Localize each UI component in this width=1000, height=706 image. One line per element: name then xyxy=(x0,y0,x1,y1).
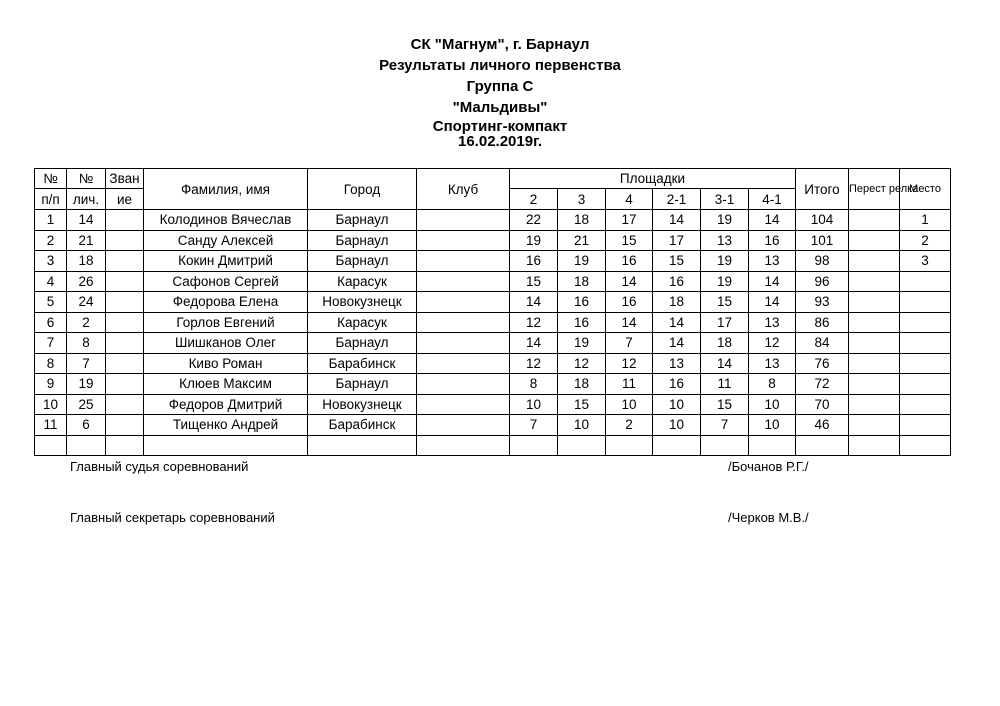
participant-name: Федорова Елена xyxy=(144,292,308,313)
total-score: 46 xyxy=(796,415,849,436)
row-number: 9 xyxy=(35,374,67,395)
station-score: 16 xyxy=(749,230,796,251)
header-license: № xyxy=(67,169,106,189)
station-score: 15 xyxy=(701,292,749,313)
total-score: 72 xyxy=(796,374,849,395)
station-score: 15 xyxy=(558,394,606,415)
license-number: 26 xyxy=(67,271,106,292)
station-score: 15 xyxy=(606,230,653,251)
station-score: 15 xyxy=(653,251,701,272)
participant-name: Клюев Максим xyxy=(144,374,308,395)
header-club: Клуб xyxy=(417,169,510,210)
header-name: Фамилия, имя xyxy=(144,169,308,210)
station-score: 13 xyxy=(749,353,796,374)
station-score: 19 xyxy=(701,271,749,292)
station-score: 10 xyxy=(606,394,653,415)
total-score: 84 xyxy=(796,333,849,354)
participant-name: Тищенко Андрей xyxy=(144,415,308,436)
header-station: 2 xyxy=(510,189,558,210)
date-title: 16.02.2019г. xyxy=(458,133,542,150)
station-score: 15 xyxy=(701,394,749,415)
place: 3 xyxy=(900,251,951,272)
doc-title: Результаты личного первенства xyxy=(379,57,621,74)
row-number xyxy=(35,435,67,456)
license-number xyxy=(67,435,106,456)
row-number: 1 xyxy=(35,210,67,231)
station-score: 16 xyxy=(606,251,653,272)
station-score: 17 xyxy=(606,210,653,231)
header-station: 4-1 xyxy=(749,189,796,210)
rank xyxy=(106,394,144,415)
results-body xyxy=(35,210,951,456)
station-score: 16 xyxy=(606,292,653,313)
station-score: 13 xyxy=(749,251,796,272)
station-score: 19 xyxy=(701,210,749,231)
club xyxy=(417,230,510,251)
shootoff xyxy=(849,210,900,231)
station-score: 18 xyxy=(701,333,749,354)
total-score: 70 xyxy=(796,394,849,415)
club xyxy=(417,435,510,456)
rank xyxy=(106,374,144,395)
participant-name: Сафонов Сергей xyxy=(144,271,308,292)
club xyxy=(417,292,510,313)
judge-label: Главный судья соревнований xyxy=(70,459,249,474)
total-score: 96 xyxy=(796,271,849,292)
place xyxy=(900,374,951,395)
participant-name: Федоров Дмитрий xyxy=(144,394,308,415)
shootoff xyxy=(849,292,900,313)
station-score: 17 xyxy=(653,230,701,251)
row-number: 6 xyxy=(35,312,67,333)
header-station: 4 xyxy=(606,189,653,210)
total-score: 101 xyxy=(796,230,849,251)
station-score: 21 xyxy=(558,230,606,251)
rank xyxy=(106,292,144,313)
table-row xyxy=(35,415,951,436)
shootoff xyxy=(849,251,900,272)
station-score xyxy=(749,435,796,456)
station-score: 14 xyxy=(653,210,701,231)
club-title: СК "Магнум", г. Барнаул xyxy=(410,36,590,53)
rank xyxy=(106,333,144,354)
total-score: 76 xyxy=(796,353,849,374)
header-rank-sub: ие xyxy=(106,189,144,210)
station-score: 12 xyxy=(510,353,558,374)
place: 2 xyxy=(900,230,951,251)
table-row xyxy=(35,394,951,415)
club xyxy=(417,394,510,415)
shootoff xyxy=(849,415,900,436)
license-number: 14 xyxy=(67,210,106,231)
results-table xyxy=(34,168,951,456)
secretary-label: Главный секретарь соревнований xyxy=(70,510,275,525)
club xyxy=(417,271,510,292)
club xyxy=(417,374,510,395)
station-score: 15 xyxy=(510,271,558,292)
participant-name xyxy=(144,435,308,456)
station-score: 10 xyxy=(749,394,796,415)
city: Новокузнецк xyxy=(308,292,417,313)
row-number: 3 xyxy=(35,251,67,272)
station-score: 10 xyxy=(653,415,701,436)
total-score xyxy=(796,435,849,456)
license-number: 21 xyxy=(67,230,106,251)
row-number: 4 xyxy=(35,271,67,292)
row-number: 7 xyxy=(35,333,67,354)
station-score: 18 xyxy=(558,210,606,231)
city: Карасук xyxy=(308,312,417,333)
city: Барнаул xyxy=(308,333,417,354)
shootoff xyxy=(849,271,900,292)
station-score xyxy=(510,435,558,456)
rank xyxy=(106,271,144,292)
station-score: 14 xyxy=(510,333,558,354)
header-place: Место xyxy=(900,169,951,210)
station-score: 10 xyxy=(653,394,701,415)
participant-name: Кокин Дмитрий xyxy=(144,251,308,272)
station-score: 12 xyxy=(558,353,606,374)
place xyxy=(900,394,951,415)
table-row xyxy=(35,251,951,272)
station-score: 17 xyxy=(701,312,749,333)
header-rank: Зван xyxy=(106,169,144,189)
table-row xyxy=(35,312,951,333)
club xyxy=(417,333,510,354)
station-score: 14 xyxy=(749,292,796,313)
club xyxy=(417,210,510,231)
place xyxy=(900,435,951,456)
participant-name: Киво Роман xyxy=(144,353,308,374)
station-score: 14 xyxy=(749,271,796,292)
station-score: 8 xyxy=(510,374,558,395)
station-score: 22 xyxy=(510,210,558,231)
row-number: 8 xyxy=(35,353,67,374)
station-score: 14 xyxy=(653,333,701,354)
place xyxy=(900,415,951,436)
station-score: 16 xyxy=(558,312,606,333)
table-row xyxy=(35,292,951,313)
station-score xyxy=(606,435,653,456)
station-score: 19 xyxy=(510,230,558,251)
station-score: 7 xyxy=(510,415,558,436)
station-score: 16 xyxy=(653,271,701,292)
station-score: 12 xyxy=(606,353,653,374)
station-score: 14 xyxy=(606,271,653,292)
place xyxy=(900,271,951,292)
license-number: 8 xyxy=(67,333,106,354)
rank xyxy=(106,312,144,333)
club xyxy=(417,415,510,436)
shootoff xyxy=(849,230,900,251)
club xyxy=(417,251,510,272)
rank xyxy=(106,435,144,456)
license-number: 24 xyxy=(67,292,106,313)
license-number: 2 xyxy=(67,312,106,333)
station-score: 16 xyxy=(653,374,701,395)
city: Карасук xyxy=(308,271,417,292)
table-row xyxy=(35,230,951,251)
total-score: 104 xyxy=(796,210,849,231)
row-number: 11 xyxy=(35,415,67,436)
header-total: Итого xyxy=(796,169,849,210)
header-station: 2-1 xyxy=(653,189,701,210)
station-score: 18 xyxy=(558,374,606,395)
station-score xyxy=(558,435,606,456)
station-score: 14 xyxy=(701,353,749,374)
station-score: 2 xyxy=(606,415,653,436)
shootoff xyxy=(849,394,900,415)
shootoff xyxy=(849,353,900,374)
city: Новокузнецк xyxy=(308,394,417,415)
rank xyxy=(106,210,144,231)
station-score: 16 xyxy=(510,251,558,272)
station-score xyxy=(701,435,749,456)
station-score: 13 xyxy=(701,230,749,251)
header-license-sub: лич. xyxy=(67,189,106,210)
total-score: 93 xyxy=(796,292,849,313)
judge-name: /Бочанов Р.Г./ xyxy=(728,459,809,474)
city: Барнаул xyxy=(308,230,417,251)
participant-name: Горлов Евгений xyxy=(144,312,308,333)
shootoff xyxy=(849,435,900,456)
city: Барабинск xyxy=(308,353,417,374)
participant-name: Шишканов Олег xyxy=(144,333,308,354)
city xyxy=(308,435,417,456)
rank xyxy=(106,353,144,374)
station-score: 18 xyxy=(558,271,606,292)
license-number: 7 xyxy=(67,353,106,374)
header-station: 3 xyxy=(558,189,606,210)
shootoff xyxy=(849,333,900,354)
city: Барнаул xyxy=(308,210,417,231)
place xyxy=(900,333,951,354)
header-city: Город xyxy=(308,169,417,210)
header-shootoff: Перест релка xyxy=(849,169,900,210)
station-score: 19 xyxy=(558,251,606,272)
discipline-title: Спортинг-компакт xyxy=(432,118,568,135)
club xyxy=(417,353,510,374)
station-score xyxy=(653,435,701,456)
license-number: 19 xyxy=(67,374,106,395)
station-score: 11 xyxy=(606,374,653,395)
station-score: 12 xyxy=(749,333,796,354)
table-row xyxy=(35,353,951,374)
station-score: 16 xyxy=(558,292,606,313)
station-score: 19 xyxy=(701,251,749,272)
total-score: 98 xyxy=(796,251,849,272)
station-score: 7 xyxy=(606,333,653,354)
place xyxy=(900,353,951,374)
secretary-name: /Черков М.В./ xyxy=(728,510,809,525)
participant-name: Санду Алексей xyxy=(144,230,308,251)
city: Барабинск xyxy=(308,415,417,436)
license-number: 6 xyxy=(67,415,106,436)
station-score: 14 xyxy=(653,312,701,333)
total-score: 86 xyxy=(796,312,849,333)
shootoff xyxy=(849,312,900,333)
club xyxy=(417,312,510,333)
place: 1 xyxy=(900,210,951,231)
station-score: 11 xyxy=(701,374,749,395)
header-stations: Площадки xyxy=(510,169,796,189)
station-score: 18 xyxy=(653,292,701,313)
license-number: 18 xyxy=(67,251,106,272)
city: Барнаул xyxy=(308,374,417,395)
group-title: Группа С xyxy=(466,78,534,95)
station-score: 10 xyxy=(558,415,606,436)
table-row xyxy=(35,435,951,456)
station-score: 8 xyxy=(749,374,796,395)
table-row xyxy=(35,271,951,292)
rank xyxy=(106,415,144,436)
station-score: 14 xyxy=(510,292,558,313)
header-num: № xyxy=(35,169,67,189)
station-score: 14 xyxy=(749,210,796,231)
station-score: 13 xyxy=(749,312,796,333)
license-number: 25 xyxy=(67,394,106,415)
table-row xyxy=(35,333,951,354)
place xyxy=(900,292,951,313)
shootoff xyxy=(849,374,900,395)
header-station: 3-1 xyxy=(701,189,749,210)
table-row xyxy=(35,210,951,231)
place xyxy=(900,312,951,333)
station-score: 10 xyxy=(749,415,796,436)
row-number: 5 xyxy=(35,292,67,313)
participant-name: Колодинов Вячеслав xyxy=(144,210,308,231)
station-score: 7 xyxy=(701,415,749,436)
city: Барнаул xyxy=(308,251,417,272)
header-num-sub: п/п xyxy=(35,189,67,210)
row-number: 10 xyxy=(35,394,67,415)
document-header xyxy=(0,34,1000,149)
station-score: 19 xyxy=(558,333,606,354)
station-score: 13 xyxy=(653,353,701,374)
station-score: 12 xyxy=(510,312,558,333)
table-row xyxy=(35,374,951,395)
rank xyxy=(106,251,144,272)
station-score: 10 xyxy=(510,394,558,415)
rank xyxy=(106,230,144,251)
venue-title: "Мальдивы" xyxy=(452,99,548,116)
station-score: 14 xyxy=(606,312,653,333)
row-number: 2 xyxy=(35,230,67,251)
